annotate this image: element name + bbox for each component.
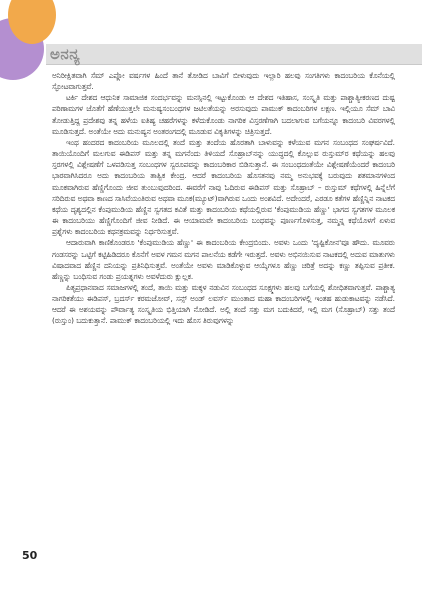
paragraph-1: ಅನಿರೀಕ್ಷಿತವಾಗಿ ಸೆಮ್ ಎಪ್ಲೋ ವರ್ಷಗಳ ಹಿಂದೆ ತಾನೆ ತೋಡಿದ ಬಾವಿಗೆ ಬೀಳುವುದು ಇಲ್ಲಾರಿ ಹಲವು ಸಂಗತಿಗಳು ಕಾದಂಬರಿಯ ಕೊನೆಯಲ್ಲಿ ಸ್ಫೋಟವಾಗುತ್ತವೆ.	[52, 71, 395, 92]
page-number: 50	[22, 549, 38, 562]
paragraph-2: ಟರ್ಕಿ ದೇಶದ ಆಧುನಿಕ ಸಾಮಾಜಿಕ ಸಂದರ್ಭವನ್ನು ಮನಸ್ಸಿನಲ್ಲಿ ಇಟ್ಟುಕೊಂಡು ಆ ದೇಶದ ಇತಿಹಾಸ, ಸಂಸ್ಕೃತಿ ಮತ್ತು ಪಾಶ್ಚಾತ್ಯೀಕರಣದ ದುಷ್ಟ ಪರಿಣಾಮಗಳ ಜೊತೆಗೆ ಹೆಣೆಯುತ್ತಲೇ ಮನುಷ್ಯಸಂಬಂಧಗಳ ಜಟಿಲತೆಯನ್ನು ಅರಸುವುದು ಪಾಮುಕ್ ಕಾದಂಬರಿಗಳ ಲಕ್ಷಣ. ಇಲ್ಲಿಯೂ ಸೆಮ್ ಬಾವಿ ತೋಡುತ್ತಿದ್ದ ಪ್ರದೇಶವು ತನ್ನ ಹಳೆಯ ಐತಿಹ್ಯ ಚಹರೆಗಳನ್ನು ಕಳೆದುಕೊಂಡು ನಾಗರಿಕ ವಿಸ್ತರಣೆಗಾಗಿ ಬದಲಾಗುವ ಬಗೆಯನ್ನೂ ಕಾದಂಬರಿ ವಿವರಗಳಲ್ಲಿ ಮೂಡಿಸುತ್ತದೆ. ಅಂತೆಯೇ ಅದು ಮನುಷ್ಯನ ಅಂತರಂಗದಲ್ಲಿ ಮೂಡುವ ವಿಕೃತಿಗಳನ್ನು ಚಿತ್ರಿಸುತ್ತದೆ.	[52, 93, 395, 136]
paragraph-3: ಇಂಥ ಹಂದರದ ಕಾದಂಬರಿಯ ಮೂಲದಲ್ಲಿ ತಂದೆ ಮತ್ತು ತಂದೆಯ ಹೊರತಾಗಿ ಬಾಳುವನ್ನು ಕಳೆಯುವ ಮಗನ ಸಂಬಂಧದ ಸಂಘರ್ಷವಿದೆ. ತಾಯಿಯೊಂದಿಗೆ ಮಲಗುವ ಈಡಿಪಸ್ ಮತ್ತು ತನ್ನ ಮಗನೆಂದು ತಿಳಿಯದೆ ಸೊಹ್ರಾಬ್‌ನನ್ನು ಯುದ್ಧದಲ್ಲಿ ಕೊಲ್ಲುವ ರುಸ್ತುಮ್‌ರ ಕಥೆಯನ್ನು ಹಲವು ಸ್ತರಗಳಲ್ಲಿ ವಿಶ್ಲೇಷಣೆಗೆ ಒಳಪಡಿಸುತ್ತ ಸಂಬಂಧಗಳ ಸ್ವರೂಪವನ್ನು ಕಾದಂಬರಿಕಾರ ಬಿಡಿಸುತ್ತಾನೆ. ಈ ಸಂಬಂಧದಂತೆಯೇ ವಿಶ್ಲೇಷಣೆಯೆಂದರೆ ಕಾದಂಬರಿ ಭಾರವಾಗಿಸಿದರೂ ಅದು ಕಾದಂಬರಿಯ ತಾತ್ವಿಕ ಕೇಂದ್ರ. ಆದರೆ ಕಾದಂಬರಿಯ ಹೊಸತನವು ನಮ್ಮ ಅನುಭವಕ್ಕೆ ಬರುವುದು ಶತಮಾನಗಳಿಂದ ಮೂಕವಾಗಿರುವ ಹೆಣ್ಣಿಗೊಂದು ಜೀವ ತುಂಬುವುದರಿಂದ. ಈವರೆಗೆ ನಾವು ಓದಿರುವ ಈಡಿಪಸ್ ಮತ್ತು ಸೊಹ್ರಾಬ್ – ರುಸ್ತುಮ್ ಕಥೆಗಳಲ್ಲಿ ಹಿನ್ನೆಲೆಗೆ ಸರಿದಿರುವ ಅಥವಾ ಕಾಣದ ಸಾಸಿವೆಯಂತಿರುವ ಅಥವಾ ಮೂಕ(ಮ್ಯೂಟ್)ವಾಗಿರುವ ಒಂದು ಅಂಶವಿದೆ. ಅದೇಂದರೆ, ಎರಡೂ ಕತೆಗಳ ಹೆಣ್ಣಿನ್ನಿನ ನಾಟಕದ ಕಥೆಯ ದೃಶ್ಯದಲ್ಲಿನ ಕೆಂಪುಮುಡಿಯ ಹೆಣ್ಣಿನ ಸ್ವಗತದ ಕವಿತೆ ಮತ್ತು ಕಾದಂಬರಿಯ ಕಥೆಯಲ್ಲಿರುವ 'ಕೆಂಪುಮುಡಿಯ ಹೆಣ್ಣು' ಭಾಗದ ಸ್ವಗತಗಳ ಮೂಲಕ ಈ ಕಾದಂಬರಿಯು ಹೆಣ್ಣಿಗೊಂದಿಗೆ ಜೀವ ನೀಡಿದೆ. ಈ ಆಯಾಮವೇ ಕಾದಂಬರಿಯ ಬಂಧವನ್ನು ಪೂರ್ಣಗೊಳಿಸುತ್ತ, ನಮ್ಮನ್ನ ಕಥೆಯೊಳಗೆ ಏಳುವ ಪ್ರಶ್ನೆಗಳು ಕಾದಂಬರಿಯ ಕಥನಕ್ರಮವನ್ನು ನಿರ್ಧರಿಸುತ್ತವೆ.	[52, 137, 395, 237]
paragraph-5: ಪಿತೃಪ್ರಧಾನವಾದ ಸಮಾಜಗಳಲ್ಲಿ ತಂದೆ, ತಾಯಿ ಮತ್ತು ಮಕ್ಕಳ ನಡುವಿನ ಸಂಬಂಧದ ಸೂಕ್ಷ್ಮಗಳು ಹಲವು ಬಗೆಯಲ್ಲಿ ಶೋಧಿತವಾಗುತ್ತವೆ. ಪಾಶ್ಚಾತ್ಯ ನಾಗರಿಕತೆಯು ಈಡಿಪಸ್, ಬ್ರದರ್ಸ್ ಕರಮಜೋವ್, ಸನ್ಸ್ ಅಂಡ್ ಲವರ್ಸ್ ಮುಂತಾದ ಮಹಾ ಕಾದಂಬರಿಗಳಲ್ಲಿ ಇಂತಹ ಹುಡುಕಾಟವನ್ನು ನಡೆಸಿದೆ. ಆದರೆ ಈ ಅಶಯವನ್ನು ಪೌರ್ವಾತ್ಯ ಸಂಸ್ಕೃತಿಯ ಭಿತ್ತಿಯಾಗಿ ನೋಡಿದೆ. ಅಲ್ಲಿ ತಂದೆ ಸತ್ತು ಮಗ ಬದುಕಿದರೆ, ಇಲ್ಲಿ ಮಗ (ಸೊಹ್ರಾಬ್) ಸತ್ತು ತಂದೆ (ರುಸ್ತುಂ) ಬದುಕುತ್ತಾನೆ. ಪಾಮುಕ್ ಕಾದಂಬರಿಯಲ್ಲಿ ಇದು ಹೊಸ ತಿರುವುಗಳನ್ನು	[52, 282, 395, 326]
paragraph-4: ಆದಾರುವಾಗಿ ಕಾಣಿಕೊಂಡರೂ 'ಕೆಂಪುಮುಡಿಯ ಹೆಣ್ಣು' ಈ ಕಾದಂಬರಿಯ ಕೇಂದ್ರಬಿಂದು. ಅವಳು ಒಂದು 'ದೃಷ್ಟಿಕೋನ'ವೂ ಹೌದು. ಮೂವರು ಗಂಡಸರನ್ನು ಒಟ್ಟಿಗೆ ಕಟ್ಟಿಹಿಡಿದರೂ ಕೊನೆಗೆ ಅವಳ ಗಮನ ಮಗನ ಪಾಲನೆಯ ಕಡೆಗೇ ಇರುತ್ತದೆ. ಅವಳು ಅಭಿನಯಿಸುವ ನಾಟಕದಲ್ಲಿ ಅದುವ ಮಾತುಗಳು ವಿಷಾದವಾದ ಹೆಣ್ಣಿನ ದನಿಯನ್ನು ಪ್ರತಿನಿಧಿಸುತ್ತವೆ. ಅಂತೆಯೇ ಅವಳು ಮಾಡಿಕೊಳ್ಳುವ ಆಯ್ಕೆಗಳೂ ಹೆಣ್ಣು ಚರಿತ್ರೆ ಅದನ್ನು ಕಣ್ಣು ತಪ್ಪಿಸುವ ಪ್ರತೀಕ. ಹೆಣ್ಣನ್ನು ಬಂಧಿಸುವ ಗಂಡು ಪ್ರಯತ್ನಗಳು ಅವಳೆದುರು ಕ್ಷುಲ್ಲಕ.	[52, 238, 395, 281]
running-header-title: ಅನನ್ಯ	[50, 45, 81, 63]
article-body	[52, 70, 395, 327]
header-band	[46, 44, 422, 65]
